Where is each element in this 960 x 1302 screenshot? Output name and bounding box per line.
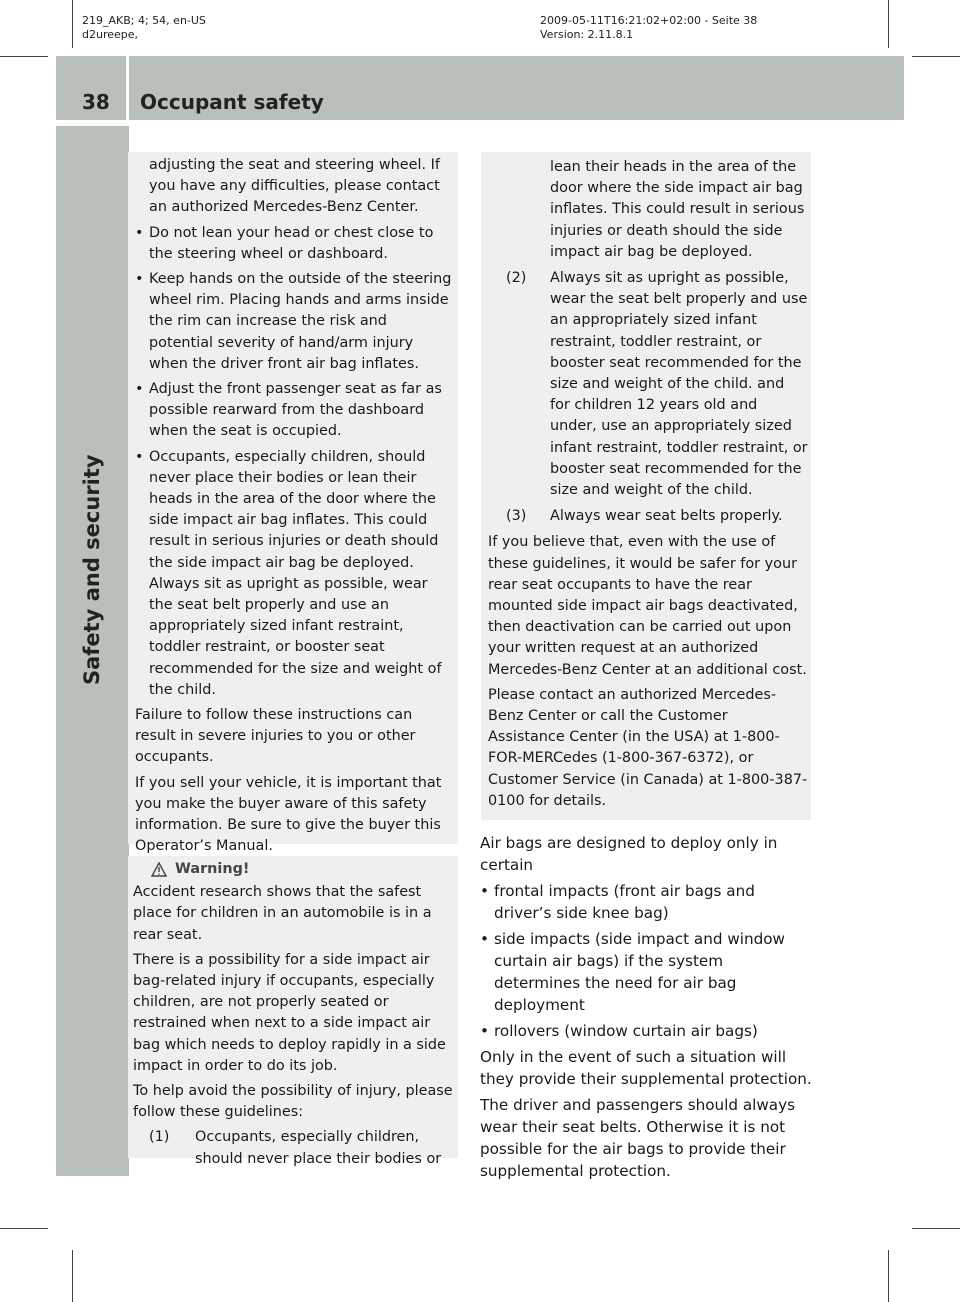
warning-box-text — [133, 859, 453, 1175]
paragraph: There is a possibility for a side impact air bag-related injury if occupants, especially children, are not properly seated or restrained when next to a side impact air bag which needs to deploy rapidly in a side impact in order to do its job. — [133, 951, 446, 1074]
list-item: • Adjust the front passenger seat as far as possible rearward from the dashboard when the seat is occupied. — [135, 379, 453, 443]
guideline-text: Always sit as upright as possible, wear the seat belt properly and use an appropriately sized infant restraint, toddler restraint, or booster seat recommended for the size and weight of the child. and for children 12 years old and under, use an appropriately sized infant restraint, toddler restraint, or booster seat recommended for the size and weight of the child. — [550, 270, 808, 499]
crop-mark — [0, 1228, 48, 1229]
meta-line: d2ureepe, — [82, 28, 139, 41]
crop-mark — [72, 0, 73, 48]
page-number: 38 — [82, 90, 110, 114]
crop-mark — [888, 0, 889, 48]
meta-line: 219_AKB; 4; 54, en-US — [82, 14, 206, 27]
warning-header — [133, 859, 453, 880]
meta-line: 2009-05-11T16:21:02+02:00 - Seite 38 — [540, 14, 758, 27]
crop-mark — [912, 1228, 960, 1229]
guideline-item — [488, 268, 808, 501]
section-label-text: Safety and security — [80, 454, 104, 685]
paragraph: Only in the event of such a situation will they provide their supplemental protection. — [480, 1048, 812, 1088]
paragraph: If you sell your vehicle, it is important that you make the buyer aware of this safety information. Be sure to give the buyer this Operator’s Manual. — [135, 774, 442, 855]
info-box-right-text — [488, 157, 808, 816]
guideline-text: Always wear seat belts properly. — [550, 508, 783, 525]
list-item: • Do not lean your head or chest close to the steering wheel or dashboard. — [135, 223, 453, 265]
paragraph: Please contact an authorized Mercedes-Benz Center or call the Customer Assistance Center (in the USA) at 1-800-FOR-MERCedes (1-800-367-6372), or Customer Service (in Canada) at 1-800-387-0100 for details. — [488, 686, 808, 809]
paragraph: If you believe that, even with the use of these guidelines, it would be safer for your rear seat occupants to have the rear mounted side impact air bags deactivated, then deactivation can be carried out upon your written request at an authorized Mercedes-Benz Center at an additional cost. — [488, 534, 807, 678]
header-divider — [126, 56, 129, 120]
guideline-number: (1) — [149, 1129, 170, 1146]
list-item: • Keep hands on the outside of the steering wheel rim. Placing hands and arms inside the rim can increase the risk and potential severity of hand/arm injury when the driver front air bag inflates. — [135, 269, 453, 375]
guideline-number: (2) — [506, 270, 527, 287]
warning-triangle-icon — [151, 862, 167, 877]
print-meta-left — [82, 14, 206, 42]
meta-line: Version: 2.11.8.1 — [540, 28, 634, 41]
crop-mark — [912, 56, 960, 57]
list-item: • Occupants, especially children, should never place their bodies or lean their heads in the area of the door where the side impact air bag inflates. This could result in serious injuries or death should the side impact air bag be deployed. Always sit as upright as possible, wear the seat belt properly and use an appropriately sized infant restraint, toddler restraint, or booster seat recommended for the size and weight of the child. — [135, 447, 453, 701]
warning-title: Warning! — [175, 861, 250, 877]
guideline-item — [133, 1127, 453, 1169]
print-meta-right — [540, 14, 757, 42]
crop-mark — [72, 1250, 73, 1302]
guideline-item — [488, 157, 808, 263]
guideline-item — [488, 506, 808, 527]
paragraph: Failure to follow these instructions can result in severe injuries to you or other occupants. — [135, 707, 416, 766]
page-title: Occupant safety — [140, 90, 324, 114]
main-text — [480, 832, 814, 1186]
list-item: • side impacts (side impact and window curtain air bags) if the system determines the need for air bag deployment — [480, 928, 814, 1016]
info-box-left-text — [135, 155, 453, 862]
paragraph: The driver and passengers should always wear their seat belts. Otherwise it is not possible for the air bags to provide their supplemental protection. — [480, 1096, 795, 1180]
crop-mark — [0, 56, 48, 57]
guideline-text: Occupants, especially children, should never place their bodies or — [195, 1129, 442, 1167]
list-item: • frontal impacts (front air bags and driver’s side knee bag) — [480, 880, 814, 924]
guideline-text: lean their heads in the area of the door where the side impact air bag inflates. This could result in serious injuries or death should the side impact air bag be deployed. — [550, 159, 805, 260]
guideline-number: (3) — [506, 508, 527, 525]
paragraph: Accident research shows that the safest place for children in an automobile is in a rear seat. — [133, 884, 432, 943]
paragraph: Air bags are designed to deploy only in certain — [480, 834, 778, 874]
intro-text: adjusting the seat and steering wheel. If you have any difficulties, please contact an authorized Mercedes-Benz Center. — [149, 157, 440, 216]
crop-mark — [888, 1250, 889, 1302]
paragraph: To help avoid the possibility of injury, please follow these guidelines: — [133, 1083, 453, 1121]
list-item: • rollovers (window curtain air bags) — [480, 1020, 814, 1042]
